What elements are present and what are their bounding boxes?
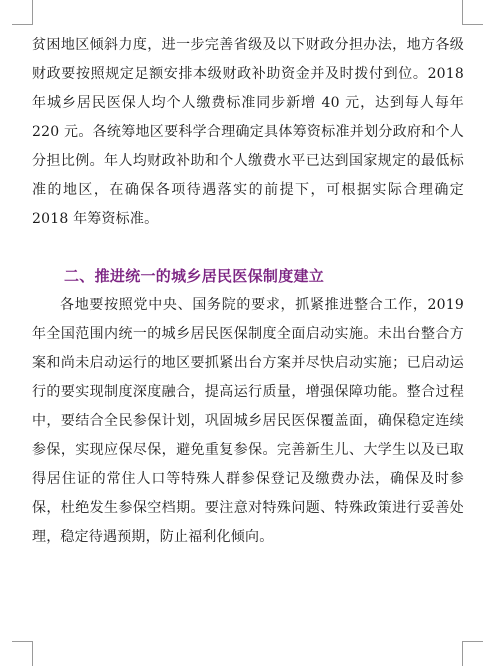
crop-mark-bottom-right (462, 641, 483, 666)
crop-mark-bottom-left (12, 641, 33, 666)
section-heading: 二、推进统一的城乡居民医保制度建立 (64, 267, 325, 285)
continued-paragraph: 贫困地区倾斜力度，进一步完善省级及以下财政分担办法，地方各级财政要按照规定足额安排本级财政补助资金并及时拨付到位。2018 年城乡居民医保人均个人缴费标准同步新增 40 元，达到每人每年 220 元。各统筹地区要科学合理确定具体筹资标准并划分政府和个人分担比例。年人均财政补助和个人缴费水平已达到国家规定的最低标准的地区，在确保各项待遇落实的前提下，可根据实际合理确定 2018 年筹资标准。 (32, 37, 464, 227)
crop-mark-top-left (12, 0, 33, 25)
crop-mark-top-right (462, 0, 483, 25)
section-paragraph: 各地要按照党中央、国务院的要求，抓紧推进整合工作，2019 年全国范围内统一的城乡居民医保制度全面启动实施。未出台整合方案和尚未启动运行的地区要抓紧出台方案并尽快启动实施；已启动运行的要实现制度深度融合，提高运行质量，增强保障功能。整合过程中，要结合全民参保计划，巩固城乡居民医保覆盖面，确保稳定连续参保，实现应保尽保，避免重复参保。完善新生儿、大学生以及已取得居住证的常住人口等特殊人群参保登记及缴费办法，确保及时参保，杜绝发生参保空档期。要注意对特殊问题、特殊政策进行妥善处理，稳定待遇预期，防止福利化倾向。 (32, 297, 464, 545)
